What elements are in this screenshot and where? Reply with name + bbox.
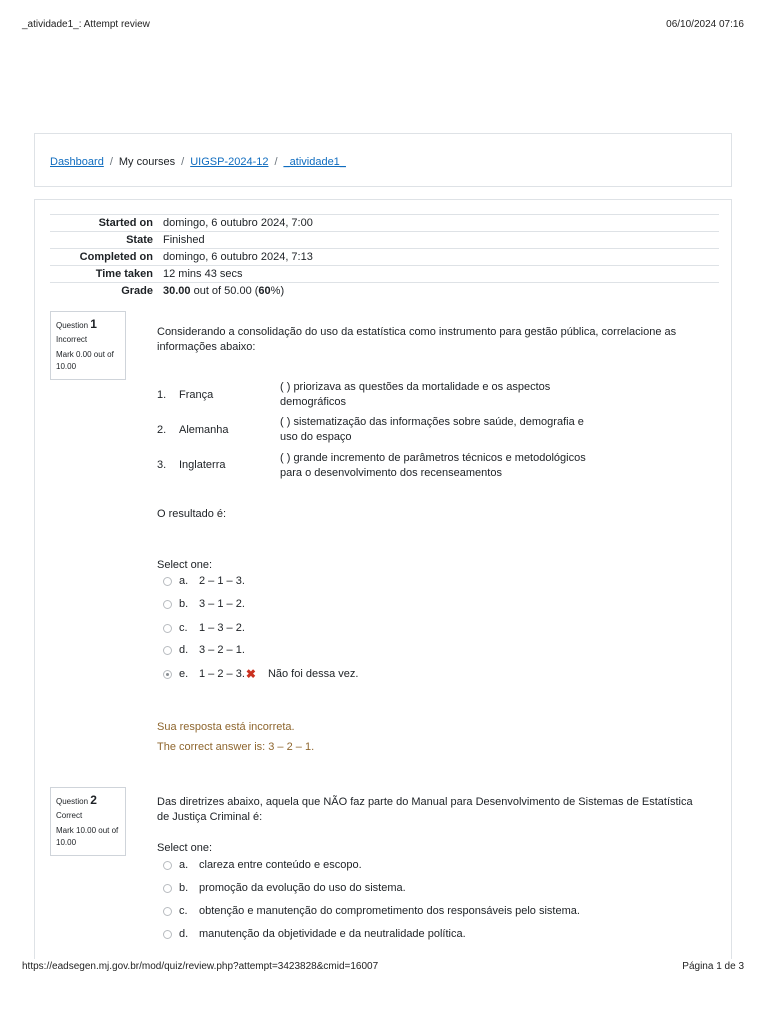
- print-header: [22, 19, 744, 30]
- attempt-summary-table: [50, 214, 719, 299]
- question-status: Correct: [56, 811, 83, 820]
- match-row-1-desc: ( ) priorizava as questões da mortalidade e os aspectos demográficos: [280, 381, 551, 408]
- radio-button[interactable]: [163, 884, 172, 893]
- option-letter: d.: [179, 928, 189, 940]
- breadcrumb-dashboard-link[interactable]: Dashboard: [50, 156, 104, 168]
- radio-button[interactable]: [163, 930, 172, 939]
- summary-row-completed: [50, 249, 719, 266]
- row-country: Alemanha: [179, 424, 229, 436]
- summary-value: Finished: [158, 232, 719, 249]
- correct-answer-text: The correct answer is: 3 – 2 – 1.: [157, 741, 315, 753]
- row-number: 1.: [157, 389, 167, 401]
- print-url: https://eadsegen.mj.gov.br/mod/quiz/review.php?attempt=3423828&cmid=16007: [22, 961, 379, 972]
- radio-button[interactable]: [163, 646, 172, 655]
- option-text: 3 – 2 – 1.: [199, 644, 245, 656]
- option-text: 2 – 1 – 3.: [199, 575, 245, 587]
- summary-row-state: [50, 232, 719, 249]
- breadcrumb-container: [34, 133, 732, 187]
- match-row-3-desc: ( ) grande incremento de parâmetros técnicos e metodológicos para o desenvolvimento dos recenseamentos: [280, 452, 586, 479]
- match-row-1-country: [157, 389, 277, 401]
- summary-row-time: [50, 266, 719, 283]
- option-letter: a.: [179, 859, 189, 871]
- question-number: [56, 317, 120, 331]
- question-1-info: [50, 311, 126, 380]
- radio-button-selected[interactable]: [163, 670, 172, 679]
- option-text: 1 – 2 – 3.: [199, 668, 245, 680]
- question-number-value: 1: [90, 317, 97, 331]
- row-country: França: [179, 389, 214, 401]
- summary-key: Grade: [50, 283, 158, 300]
- q1-option-d[interactable]: [163, 644, 245, 656]
- grade-out-of: out of 50.00 (: [190, 285, 259, 297]
- match-row-3-country: [157, 459, 277, 471]
- summary-key: Completed on: [50, 249, 158, 266]
- row-country: Inglaterra: [179, 459, 226, 471]
- q2-option-b[interactable]: [163, 882, 406, 894]
- summary-value-grade: [158, 283, 719, 300]
- question-number-value: 2: [90, 793, 97, 807]
- summary-row-grade: [50, 283, 719, 300]
- radio-button[interactable]: [163, 861, 172, 870]
- summary-key: Time taken: [50, 266, 158, 283]
- radio-button[interactable]: [163, 624, 172, 633]
- question-label: Question: [56, 321, 89, 330]
- radio-button[interactable]: [163, 577, 172, 586]
- question-status: Incorrect: [56, 335, 88, 344]
- breadcrumb-my-courses: My courses: [118, 156, 176, 168]
- option-feedback: Não foi dessa vez.: [267, 668, 359, 680]
- summary-key: Started on: [50, 215, 158, 232]
- q1-option-b[interactable]: [163, 598, 245, 610]
- option-text: promoção da evolução do uso do sistema.: [199, 882, 406, 894]
- option-text: 3 – 1 – 2.: [199, 598, 245, 610]
- result-prompt: O resultado é:: [157, 508, 227, 520]
- question-mark: Mark 10.00 out of 10.00: [56, 826, 119, 847]
- summary-key: State: [50, 232, 158, 249]
- q2-option-d[interactable]: [163, 928, 466, 940]
- option-letter: b.: [179, 882, 189, 894]
- summary-value: domingo, 6 outubro 2024, 7:13: [158, 249, 719, 266]
- grade-score: 30.00: [163, 285, 191, 297]
- question-number: [56, 793, 120, 807]
- summary-value: 12 mins 43 secs: [158, 266, 719, 283]
- print-page-number: Página 1 de 3: [682, 961, 744, 972]
- print-footer: [22, 961, 744, 972]
- option-text: clareza entre conteúdo e escopo.: [199, 859, 362, 871]
- row-number: 3.: [157, 459, 167, 471]
- breadcrumb: [50, 156, 346, 168]
- print-datetime: 06/10/2024 07:16: [666, 19, 744, 30]
- match-row-2-desc: ( ) sistematização das informações sobre saúde, demografia e uso do espaço: [280, 416, 584, 443]
- incorrect-feedback: Sua resposta está incorreta.: [157, 721, 295, 733]
- radio-button[interactable]: [163, 600, 172, 609]
- breadcrumb-separator: /: [109, 156, 113, 168]
- option-text: manutenção da objetividade e da neutralidade política.: [199, 928, 466, 940]
- question-2-info: [50, 787, 126, 856]
- question-mark: Mark 0.00 out of 10.00: [56, 350, 114, 371]
- incorrect-x-icon: ✖: [245, 667, 256, 681]
- q1-option-a[interactable]: [163, 575, 245, 587]
- q1-option-e[interactable]: [163, 667, 358, 681]
- radio-button[interactable]: [163, 907, 172, 916]
- grade-percent: 60: [258, 285, 271, 297]
- summary-value: domingo, 6 outubro 2024, 7:00: [158, 215, 719, 232]
- option-letter: a.: [179, 575, 189, 587]
- breadcrumb-course-link[interactable]: UIGSP-2024-12: [190, 156, 269, 168]
- select-one-label: Select one:: [157, 559, 213, 571]
- question-label: Question: [56, 797, 89, 806]
- breadcrumb-separator: /: [181, 156, 185, 168]
- option-letter: e.: [179, 668, 189, 680]
- breadcrumb-activity-link[interactable]: _atividade1_: [283, 156, 346, 168]
- option-letter: d.: [179, 644, 189, 656]
- question-2-text: Das diretrizes abaixo, aquela que NÃO faz parte do Manual para Desenvolvimento de Sistemas de Estatística de Justiça Criminal é:: [157, 796, 693, 823]
- row-number: 2.: [157, 424, 167, 436]
- option-letter: c.: [179, 905, 188, 917]
- q1-option-c[interactable]: [163, 622, 245, 634]
- q2-option-c[interactable]: [163, 905, 580, 917]
- print-title: _atividade1_: Attempt review: [22, 19, 150, 30]
- option-letter: b.: [179, 598, 189, 610]
- option-text: obtenção e manutenção do comprometimento dos responsáveis pelo sistema.: [199, 905, 580, 917]
- q2-option-a[interactable]: [163, 859, 362, 871]
- breadcrumb-separator: /: [274, 156, 278, 168]
- match-row-2-country: [157, 424, 277, 436]
- select-one-label: Select one:: [157, 842, 213, 854]
- summary-row-started: [50, 215, 719, 232]
- option-text: 1 – 3 – 2.: [199, 622, 245, 634]
- grade-percent-sign: %): [270, 285, 285, 297]
- quiz-review-region: [34, 199, 732, 959]
- option-letter: c.: [179, 622, 188, 634]
- question-1-text: Considerando a consolidação do uso da estatística como instrumento para gestão pública, correlacione as informações abaixo:: [157, 326, 677, 353]
